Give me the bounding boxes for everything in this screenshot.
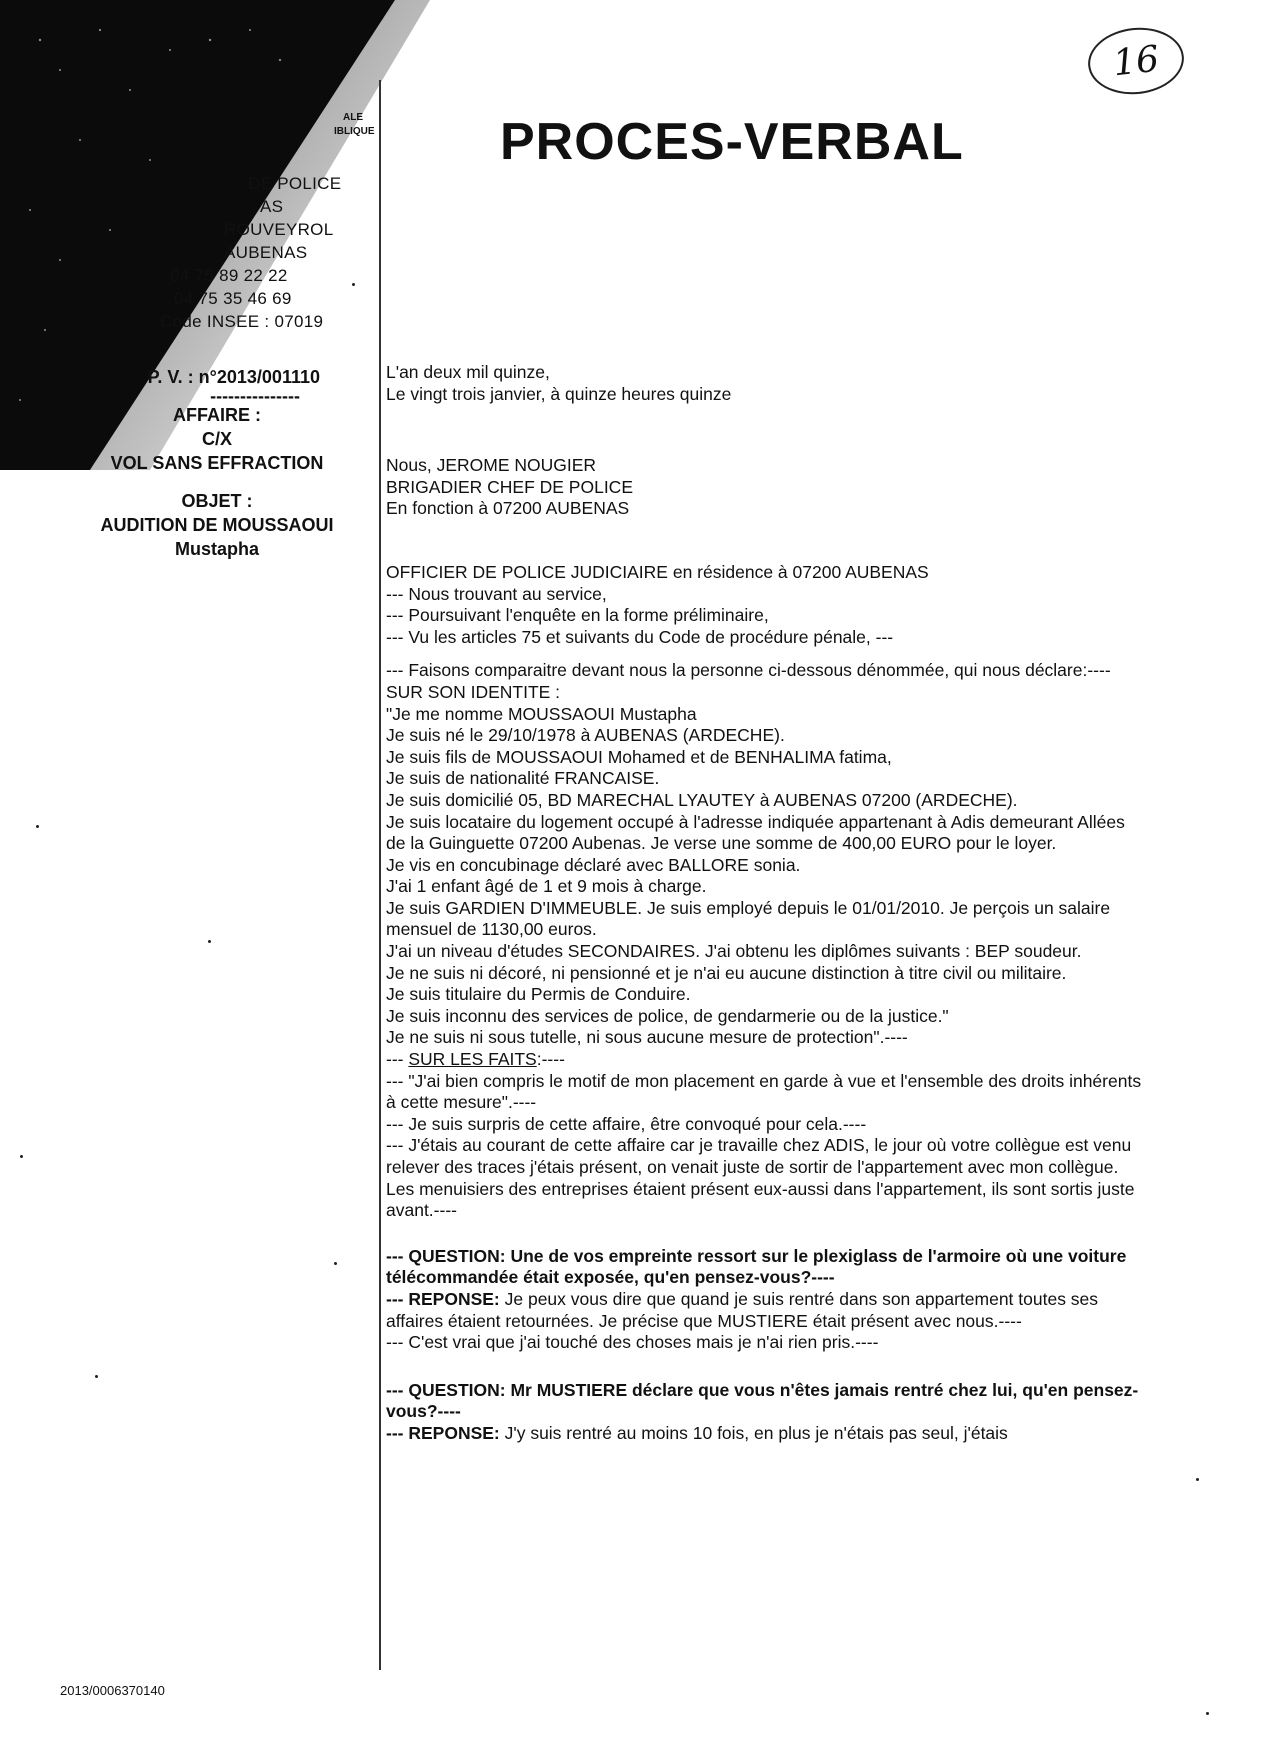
scan-speck: [95, 1375, 98, 1378]
comparaitre-line: --- Faisons comparaitre devant nous la personne ci-dessous dénommée, qui nous déclare:----: [386, 660, 1111, 681]
procedure-line: --- Vu les articles 75 et suivants du Code de procédure pénale, ---: [386, 626, 894, 647]
address-line: AS: [260, 197, 284, 216]
question-label: --- QUESTION:: [386, 1245, 506, 1266]
officer-line: En fonction à 07200 AUBENAS: [386, 498, 630, 519]
address-line: DE POLICE: [248, 174, 342, 193]
identity-line: Je suis inconnu des services de police, de gendarmerie ou de la justice.": [386, 1005, 949, 1026]
intro-line: L'an deux mil quinze,: [386, 362, 550, 382]
identity-line: Je vis en concubinage déclaré avec BALLORE sonia.: [386, 854, 801, 875]
address-line: AUBENAS: [224, 243, 308, 262]
national-header-line-2: IBLIQUE: [334, 126, 375, 137]
intro-line: Le vingt trois janvier, à quinze heures quinze: [386, 383, 732, 404]
objet-line-2: Mustapha: [174, 539, 259, 559]
identity-line: Je suis titulaire du Permis de Conduire.: [386, 984, 691, 1005]
scan-speck: [208, 940, 211, 943]
question-1: [386, 1246, 1146, 1289]
response-text: Je peux vous dire que quand je suis rentré dans son appartement toutes ses affaires étaient retournées. Je précise que MUSTIERE était présent avec nous.----: [386, 1288, 1099, 1331]
document-title: PROCES-VERBAL: [500, 113, 964, 171]
facts-heading-line: [386, 1049, 1146, 1071]
facts-suffix: :----: [536, 1049, 565, 1070]
response-1-extra: --- C'est vrai que j'ai touché des choses mais je n'ai rien pris.----: [386, 1332, 879, 1353]
scan-speck: [1206, 1712, 1209, 1715]
officer-line: BRIGADIER CHEF DE POLICE: [386, 476, 633, 497]
statement-body: [386, 362, 1146, 1445]
response-1: [386, 1289, 1146, 1332]
page-number-stamp: 16: [1085, 23, 1187, 99]
identity-heading: SUR SON IDENTITE :: [386, 681, 561, 702]
identity-line: Je suis né le 29/10/1978 à AUBENAS (ARDECHE).: [386, 725, 785, 746]
affaire-label: AFFAIRE :: [173, 405, 261, 425]
officer-line: Nous, JEROME NOUGIER: [386, 455, 597, 476]
response-text: J'y suis rentré au moins 10 fois, en plus je n'étais pas seul, j'étais: [499, 1422, 1008, 1443]
identity-line: Je ne suis ni sous tutelle, ni sous aucune mesure de protection".----: [386, 1027, 908, 1048]
facts-heading: SUR LES FAITS: [408, 1049, 537, 1070]
fax-line: 04 75 35 46 69: [174, 289, 292, 308]
identity-line: Je ne suis ni décoré, ni pensionné et je n'ai eu aucune distinction à titre civil ou militaire.: [386, 962, 1067, 983]
facts-line: --- "J'ai bien compris le motif de mon placement en garde à vue et l'ensemble des droits inhérents à cette mesure".----: [386, 1070, 1142, 1113]
identity-line: "Je me nomme MOUSSAOUI Mustapha: [386, 703, 697, 724]
procedure-line: --- Nous trouvant au service,: [386, 583, 607, 604]
question-label: --- QUESTION:: [386, 1379, 506, 1400]
case-summary-block: [84, 365, 350, 561]
identity-line: Je suis locataire du logement occupé à l'adresse indiquée appartenant à Adis demeurant Allées de la Guinguette 07200 Aubenas. Je verse une somme de 400,00 EURO pour le loyer.: [386, 811, 1125, 854]
question-text: Mr MUSTIERE déclare que vous n'êtes jamais rentré chez lui, qu'en pensez-vous?----: [386, 1379, 1139, 1422]
response-label: --- REPONSE:: [386, 1288, 500, 1309]
scan-speck: [1196, 1478, 1199, 1481]
police-address-block: [160, 172, 360, 333]
identity-line: Je suis GARDIEN D'IMMEUBLE. Je suis employé depuis le 01/01/2010. Je perçois un salaire mensuel de 1130,00 euros.: [386, 897, 1111, 940]
identity-line: J'ai un niveau d'études SECONDAIRES. J'ai obtenu les diplômes suivants : BEP soudeur.: [386, 941, 1082, 962]
phone-line: 04 75 89 22 22: [170, 266, 288, 285]
procedure-line: --- Poursuivant l'enquête en la forme préliminaire,: [386, 605, 769, 626]
margin-rule: [379, 80, 381, 1670]
pv-number: P. V. : n°2013/001110: [147, 367, 320, 387]
question-text: Une de vos empreinte ressort sur le plexiglass de l'armoire où une voiture télécommandée était exposée, qu'en pensez-vous?----: [386, 1245, 1127, 1288]
scan-speck: [36, 825, 39, 828]
scan-speck: [20, 1155, 23, 1158]
identity-line: Je suis fils de MOUSSAOUI Mohamed et de BENHALIMA fatima,: [386, 746, 892, 767]
question-2: [386, 1380, 1146, 1423]
scan-speck: [334, 1262, 337, 1265]
document-reference-code: 2013/0006370140: [60, 1683, 165, 1698]
insee-code-line: Code INSEE : 07019: [160, 312, 324, 331]
facts-prefix: ---: [386, 1049, 409, 1070]
national-header-line-1: ALE: [343, 112, 363, 123]
address-line: ROUVEYROL: [224, 220, 334, 239]
response-2: [386, 1423, 1146, 1445]
identity-line: Je suis domicilié 05, BD MARECHAL LYAUTEY à AUBENAS 07200 (ARDECHE).: [386, 789, 1018, 810]
response-label: --- REPONSE:: [386, 1422, 500, 1443]
identity-line: Je suis de nationalité FRANCAISE.: [386, 768, 660, 789]
objet-line-1: AUDITION DE MOUSSAOUI: [100, 515, 334, 535]
affaire-description: VOL SANS EFFRACTION: [110, 453, 324, 473]
affaire-parties: C/X: [201, 429, 232, 449]
opj-line: OFFICIER DE POLICE JUDICIAIRE en résidence à 07200 AUBENAS: [386, 561, 929, 582]
scan-speck: [352, 283, 355, 286]
facts-line: --- Je suis surpris de cette affaire, être convoqué pour cela.----: [386, 1113, 867, 1134]
facts-line: --- J'étais au courant de cette affaire car je travaille chez ADIS, le jour où votre collègue est venu relever des traces j'étais présent, on venait juste de sortir de l'appartement avec mon collègue. Les menuisiers des entreprises étaient présent eux-aussi dans l'appartement, ils sont sortis juste avant.----: [386, 1135, 1135, 1221]
objet-label: OBJET :: [181, 491, 253, 511]
identity-line: J'ai 1 enfant âgé de 1 et 9 mois à charge.: [386, 876, 707, 897]
divider: ---------------: [210, 386, 300, 406]
